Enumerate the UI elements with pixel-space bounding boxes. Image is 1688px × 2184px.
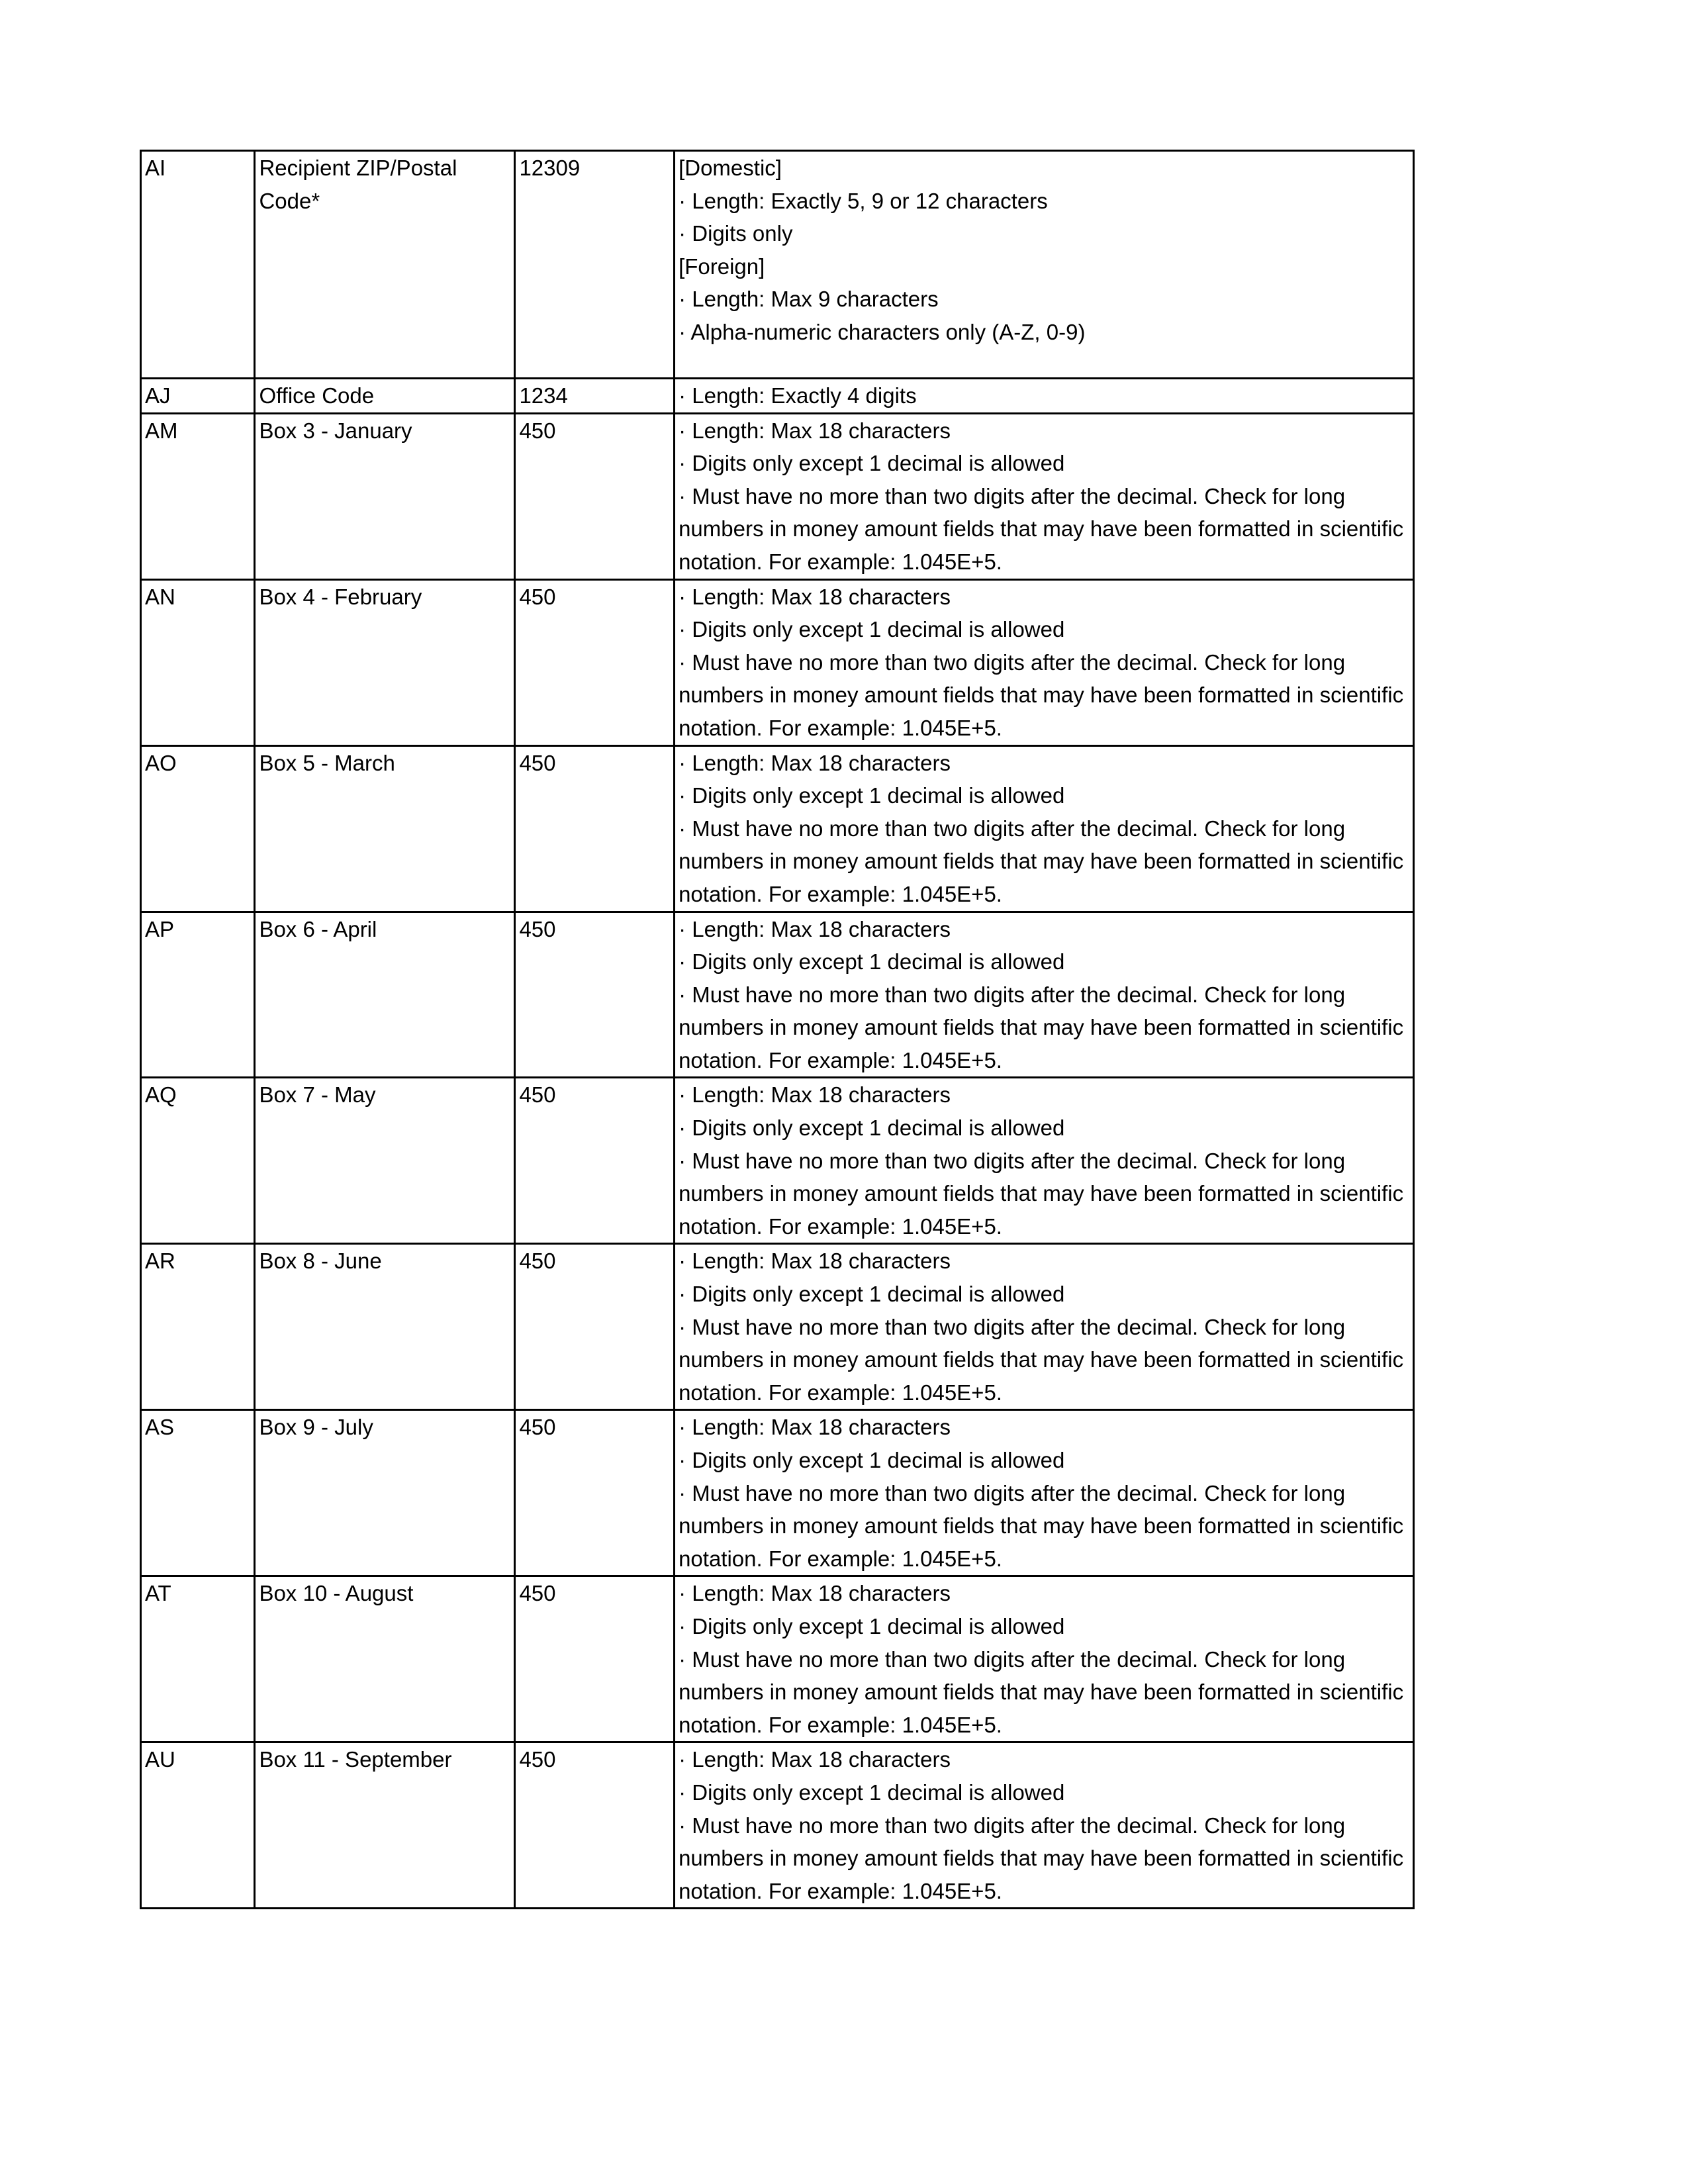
validation-rule-line: · Length: Max 18 characters — [679, 584, 951, 609]
validation-rule-line: · Length: Max 18 characters — [679, 1747, 951, 1772]
table-row — [141, 1576, 1414, 1742]
example-value-cell: 450 — [515, 1244, 675, 1410]
validation-rule-line: · Digits only — [679, 221, 793, 246]
field-name-cell: Box 8 - June — [255, 1244, 515, 1410]
field-name-cell: Recipient ZIP/Postal Code* — [255, 151, 515, 379]
validation-rule-line: · Digits only except 1 decimal is allowed — [679, 949, 1065, 974]
validation-rule-line: · Length: Max 18 characters — [679, 1415, 951, 1440]
validation-rules-cell — [675, 1742, 1414, 1909]
validation-rule-line: · Must have no more than two digits after the decimal. Check for long numbers in money amount fields that may have been formatted in scientific notation. For example: 1.045E+5. — [679, 982, 1404, 1072]
validation-rule-line: · Length: Max 18 characters — [679, 1249, 951, 1274]
table-row — [141, 1410, 1414, 1576]
example-value-cell: 1234 — [515, 379, 675, 414]
validation-rules-cell — [675, 1244, 1414, 1410]
validation-rules-cell — [675, 1410, 1414, 1576]
validation-rule-line: · Must have no more than two digits after the decimal. Check for long numbers in money amount fields that may have been formatted in scientific notation. For example: 1.045E+5. — [679, 1480, 1404, 1571]
validation-rule-line: · Must have no more than two digits after the decimal. Check for long numbers in money amount fields that may have been formatted in scientific notation. For example: 1.045E+5. — [679, 1314, 1404, 1405]
validation-rules-cell — [675, 912, 1414, 1078]
validation-rule-line: · Must have no more than two digits after the decimal. Check for long numbers in money amount fields that may have been formatted in scientific notation. For example: 1.045E+5. — [679, 483, 1404, 574]
field-name-cell: Box 9 - July — [255, 1410, 515, 1576]
validation-rule-line: · Length: Max 9 characters — [679, 287, 939, 312]
validation-rule-line: · Must have no more than two digits after the decimal. Check for long numbers in money amount fields that may have been formatted in scientific notation. For example: 1.045E+5. — [679, 1646, 1404, 1737]
field-spec-table — [140, 150, 1415, 1909]
validation-rule-line: · Must have no more than two digits after the decimal. Check for long numbers in money amount fields that may have been formatted in scientific notation. For example: 1.045E+5. — [679, 1813, 1404, 1903]
validation-rule-line: · Digits only except 1 decimal is allowed — [679, 1613, 1065, 1638]
validation-rule-line: · Length: Exactly 4 digits — [679, 383, 917, 408]
validation-rule-line: · Digits only except 1 decimal is allowed — [679, 1282, 1065, 1307]
validation-rule-line: · Digits only except 1 decimal is allowed — [679, 451, 1065, 476]
example-value-cell: 450 — [515, 1078, 675, 1244]
example-value-cell: 450 — [515, 745, 675, 912]
validation-rule-line: · Length: Max 18 characters — [679, 750, 951, 775]
validation-rules-cell — [675, 379, 1414, 414]
validation-rule-line: · Must have no more than two digits after the decimal. Check for long numbers in money amount fields that may have been formatted in scientific notation. For example: 1.045E+5. — [679, 816, 1404, 906]
column-letter-cell: AR — [141, 1244, 255, 1410]
table-row — [141, 745, 1414, 912]
field-name-cell: Box 7 - May — [255, 1078, 515, 1244]
column-letter-cell: AI — [141, 151, 255, 379]
field-spec-table-body — [141, 151, 1414, 1909]
example-value-cell: 12309 — [515, 151, 675, 379]
validation-rule-line: · Length: Max 18 characters — [679, 1581, 951, 1606]
field-name-cell: Box 10 - August — [255, 1576, 515, 1742]
validation-rule-line: · Length: Max 18 characters — [679, 916, 951, 941]
column-letter-cell: AJ — [141, 379, 255, 414]
example-value-cell: 450 — [515, 1742, 675, 1909]
validation-rules-cell — [675, 413, 1414, 579]
validation-rule-line: · Alpha-numeric characters only (A-Z, 0-9) — [679, 319, 1086, 344]
column-letter-cell: AN — [141, 579, 255, 745]
column-letter-cell: AS — [141, 1410, 255, 1576]
column-letter-cell: AQ — [141, 1078, 255, 1244]
validation-rules-cell — [675, 745, 1414, 912]
table-row — [141, 151, 1414, 379]
table-row — [141, 379, 1414, 414]
column-letter-cell: AM — [141, 413, 255, 579]
validation-rules-cell — [675, 1576, 1414, 1742]
example-value-cell: 450 — [515, 1576, 675, 1742]
example-value-cell: 450 — [515, 579, 675, 745]
validation-rule-line: · Length: Exactly 5, 9 or 12 characters — [679, 188, 1048, 213]
table-row — [141, 413, 1414, 579]
validation-rules-cell — [675, 579, 1414, 745]
validation-rule-line: [Domestic] — [679, 156, 782, 180]
validation-rule-line: · Length: Max 18 characters — [679, 418, 951, 443]
validation-rule-line: · Digits only except 1 decimal is allowed — [679, 1780, 1065, 1805]
table-row — [141, 579, 1414, 745]
validation-rule-line: · Digits only except 1 decimal is allowed — [679, 1116, 1065, 1141]
field-name-cell: Box 5 - March — [255, 745, 515, 912]
column-letter-cell: AU — [141, 1742, 255, 1909]
field-name-cell: Box 6 - April — [255, 912, 515, 1078]
validation-rules-cell — [675, 1078, 1414, 1244]
table-row — [141, 1742, 1414, 1909]
validation-rule-line: · Must have no more than two digits after the decimal. Check for long numbers in money amount fields that may have been formatted in scientific notation. For example: 1.045E+5. — [679, 1148, 1404, 1239]
validation-rule-line: · Must have no more than two digits after the decimal. Check for long numbers in money amount fields that may have been formatted in scientific notation. For example: 1.045E+5. — [679, 649, 1404, 740]
table-row — [141, 912, 1414, 1078]
validation-rules-cell — [675, 151, 1414, 379]
table-row — [141, 1244, 1414, 1410]
validation-rule-line: · Length: Max 18 characters — [679, 1082, 951, 1108]
field-name-cell: Box 11 - September — [255, 1742, 515, 1909]
column-letter-cell: AP — [141, 912, 255, 1078]
table-row — [141, 1078, 1414, 1244]
example-value-cell: 450 — [515, 912, 675, 1078]
column-letter-cell: AO — [141, 745, 255, 912]
validation-rule-line: · Digits only except 1 decimal is allowed — [679, 1448, 1065, 1472]
field-name-cell: Box 4 - February — [255, 579, 515, 745]
column-letter-cell: AT — [141, 1576, 255, 1742]
example-value-cell: 450 — [515, 413, 675, 579]
example-value-cell: 450 — [515, 1410, 675, 1576]
validation-rule-line: · Digits only except 1 decimal is allowed — [679, 617, 1065, 642]
validation-rule-line: [Foreign] — [679, 254, 765, 279]
field-name-cell: Box 3 - January — [255, 413, 515, 579]
field-name-cell: Office Code — [255, 379, 515, 414]
validation-rule-line: · Digits only except 1 decimal is allowed — [679, 783, 1065, 808]
